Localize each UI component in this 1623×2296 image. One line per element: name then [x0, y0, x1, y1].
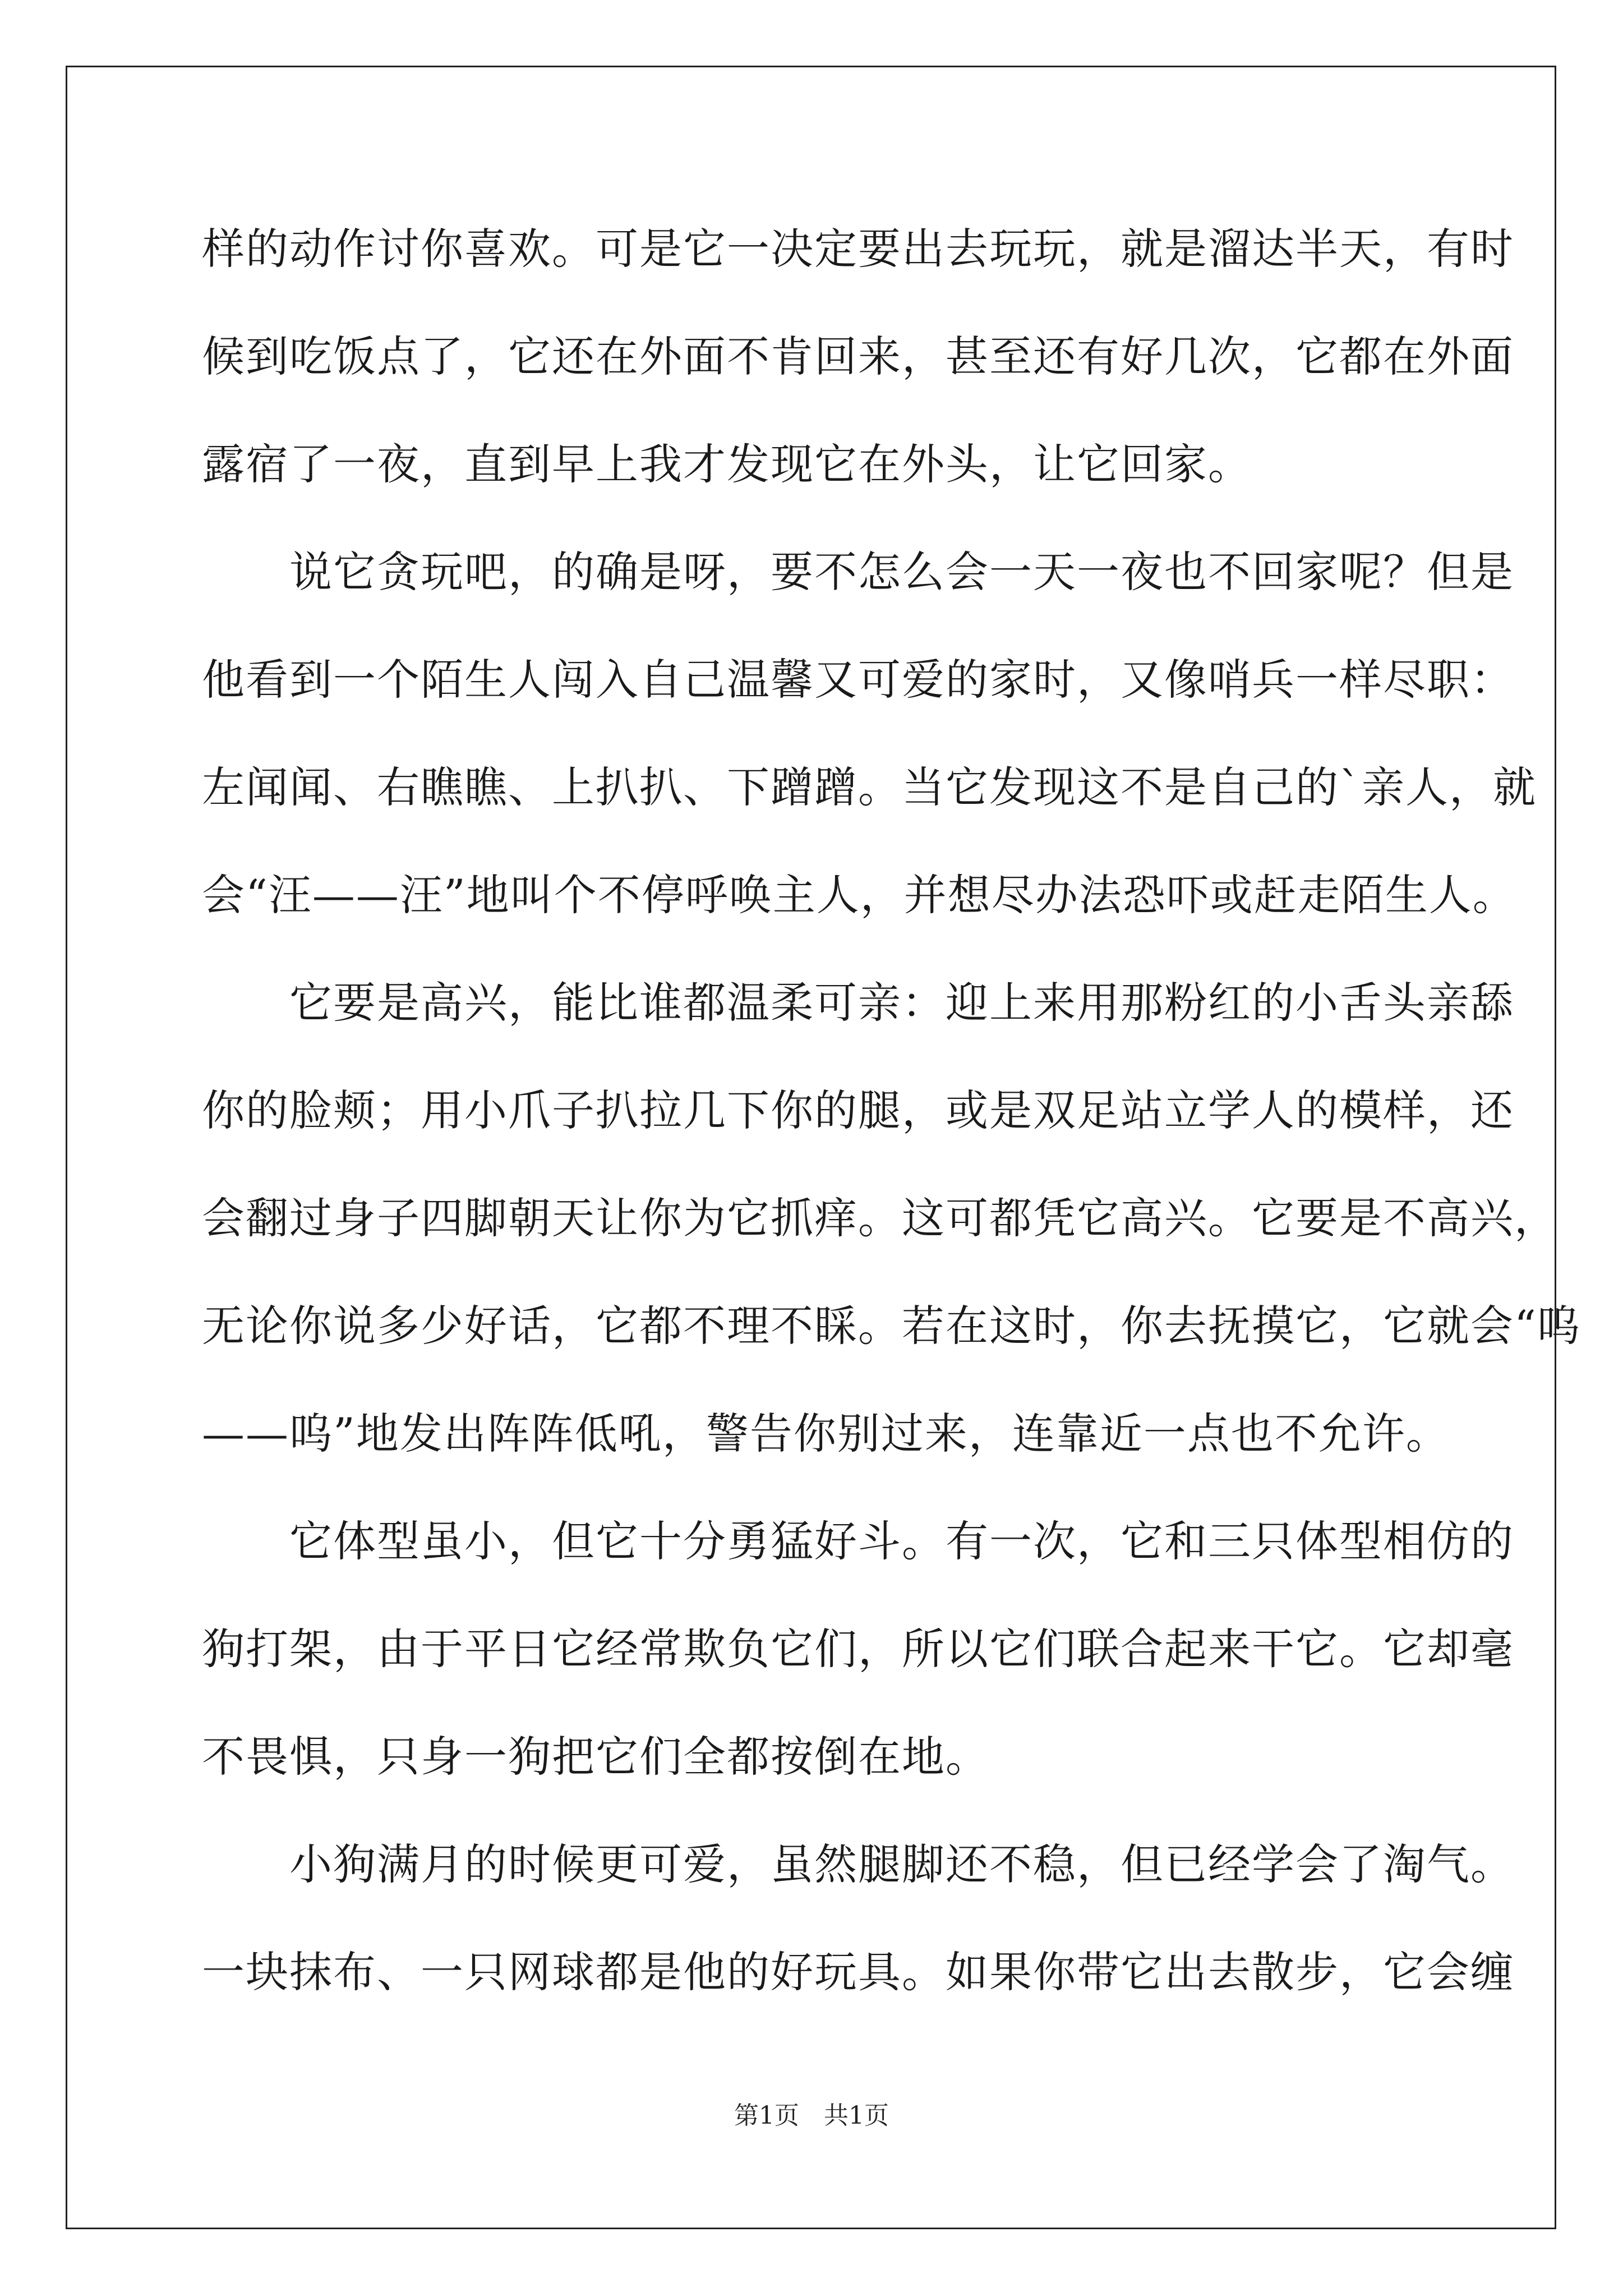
- text-line: 它要是高兴，能比谁都温柔可亲：迎上来用那粉红的小舌头亲舔: [202, 978, 1514, 1028]
- text-line: 露宿了一夜，直到早上我才发现它在外头，让它回家。: [202, 439, 1252, 489]
- text-line: 会“汪——汪”地叫个不停呼唤主人，并想尽办法恐吓或赶走陌生人。: [202, 870, 1516, 920]
- text-line: 一块抹布、一只网球都是他的好玩具。如果你带它出去散步，它会缠: [202, 1947, 1514, 1997]
- text-line: 不畏惧，只身一狗把它们全都按倒在地。: [202, 1732, 989, 1782]
- text-line: 说它贪玩吧，的确是呀，要不怎么会一天一夜也不回家呢？但是: [202, 547, 1514, 597]
- text-line: 你的脸颊；用小爪子扒拉几下你的腿，或是双足站立学人的模样，还: [202, 1085, 1514, 1135]
- text-line: 无论你说多少好话，它都不理不睬。若在这时，你去抚摸它，它就会“呜: [202, 1301, 1581, 1351]
- text-line: 小狗满月的时候更可爱，虽然腿脚还不稳，但已经学会了淘气。: [202, 1839, 1514, 1889]
- text-line: 样的动作讨你喜欢。可是它一决定要出去玩玩，就是溜达半天，有时: [202, 224, 1514, 274]
- text-line: ——呜”地发出阵阵低吼，警告你别过来，连靠近一点也不允许。: [202, 1409, 1450, 1458]
- text-line: 它体型虽小，但它十分勇猛好斗。有一次，它和三只体型相仿的: [202, 1516, 1514, 1566]
- text-line: 左闻闻、右瞧瞧、上扒扒、下蹭蹭。当它发现这不是自己的`亲人，就: [202, 762, 1537, 812]
- page-number-footer: 第1页 共1页: [734, 2101, 889, 2130]
- text-line: 狗打架，由于平日它经常欺负它们，所以它们联合起来干它。它却毫: [202, 1624, 1514, 1674]
- text-line: 会翻过身子四脚朝天让你为它抓痒。这可都凭它高兴。它要是不高兴，: [202, 1193, 1558, 1243]
- page-border: [66, 66, 1581, 2229]
- text-line: 他看到一个陌生人闯入自己温馨又可爱的家时，又像哨兵一样尽职：: [202, 655, 1514, 705]
- text-line: 候到吃饭点了，它还在外面不肯回来，甚至还有好几次，它都在外面: [202, 332, 1514, 381]
